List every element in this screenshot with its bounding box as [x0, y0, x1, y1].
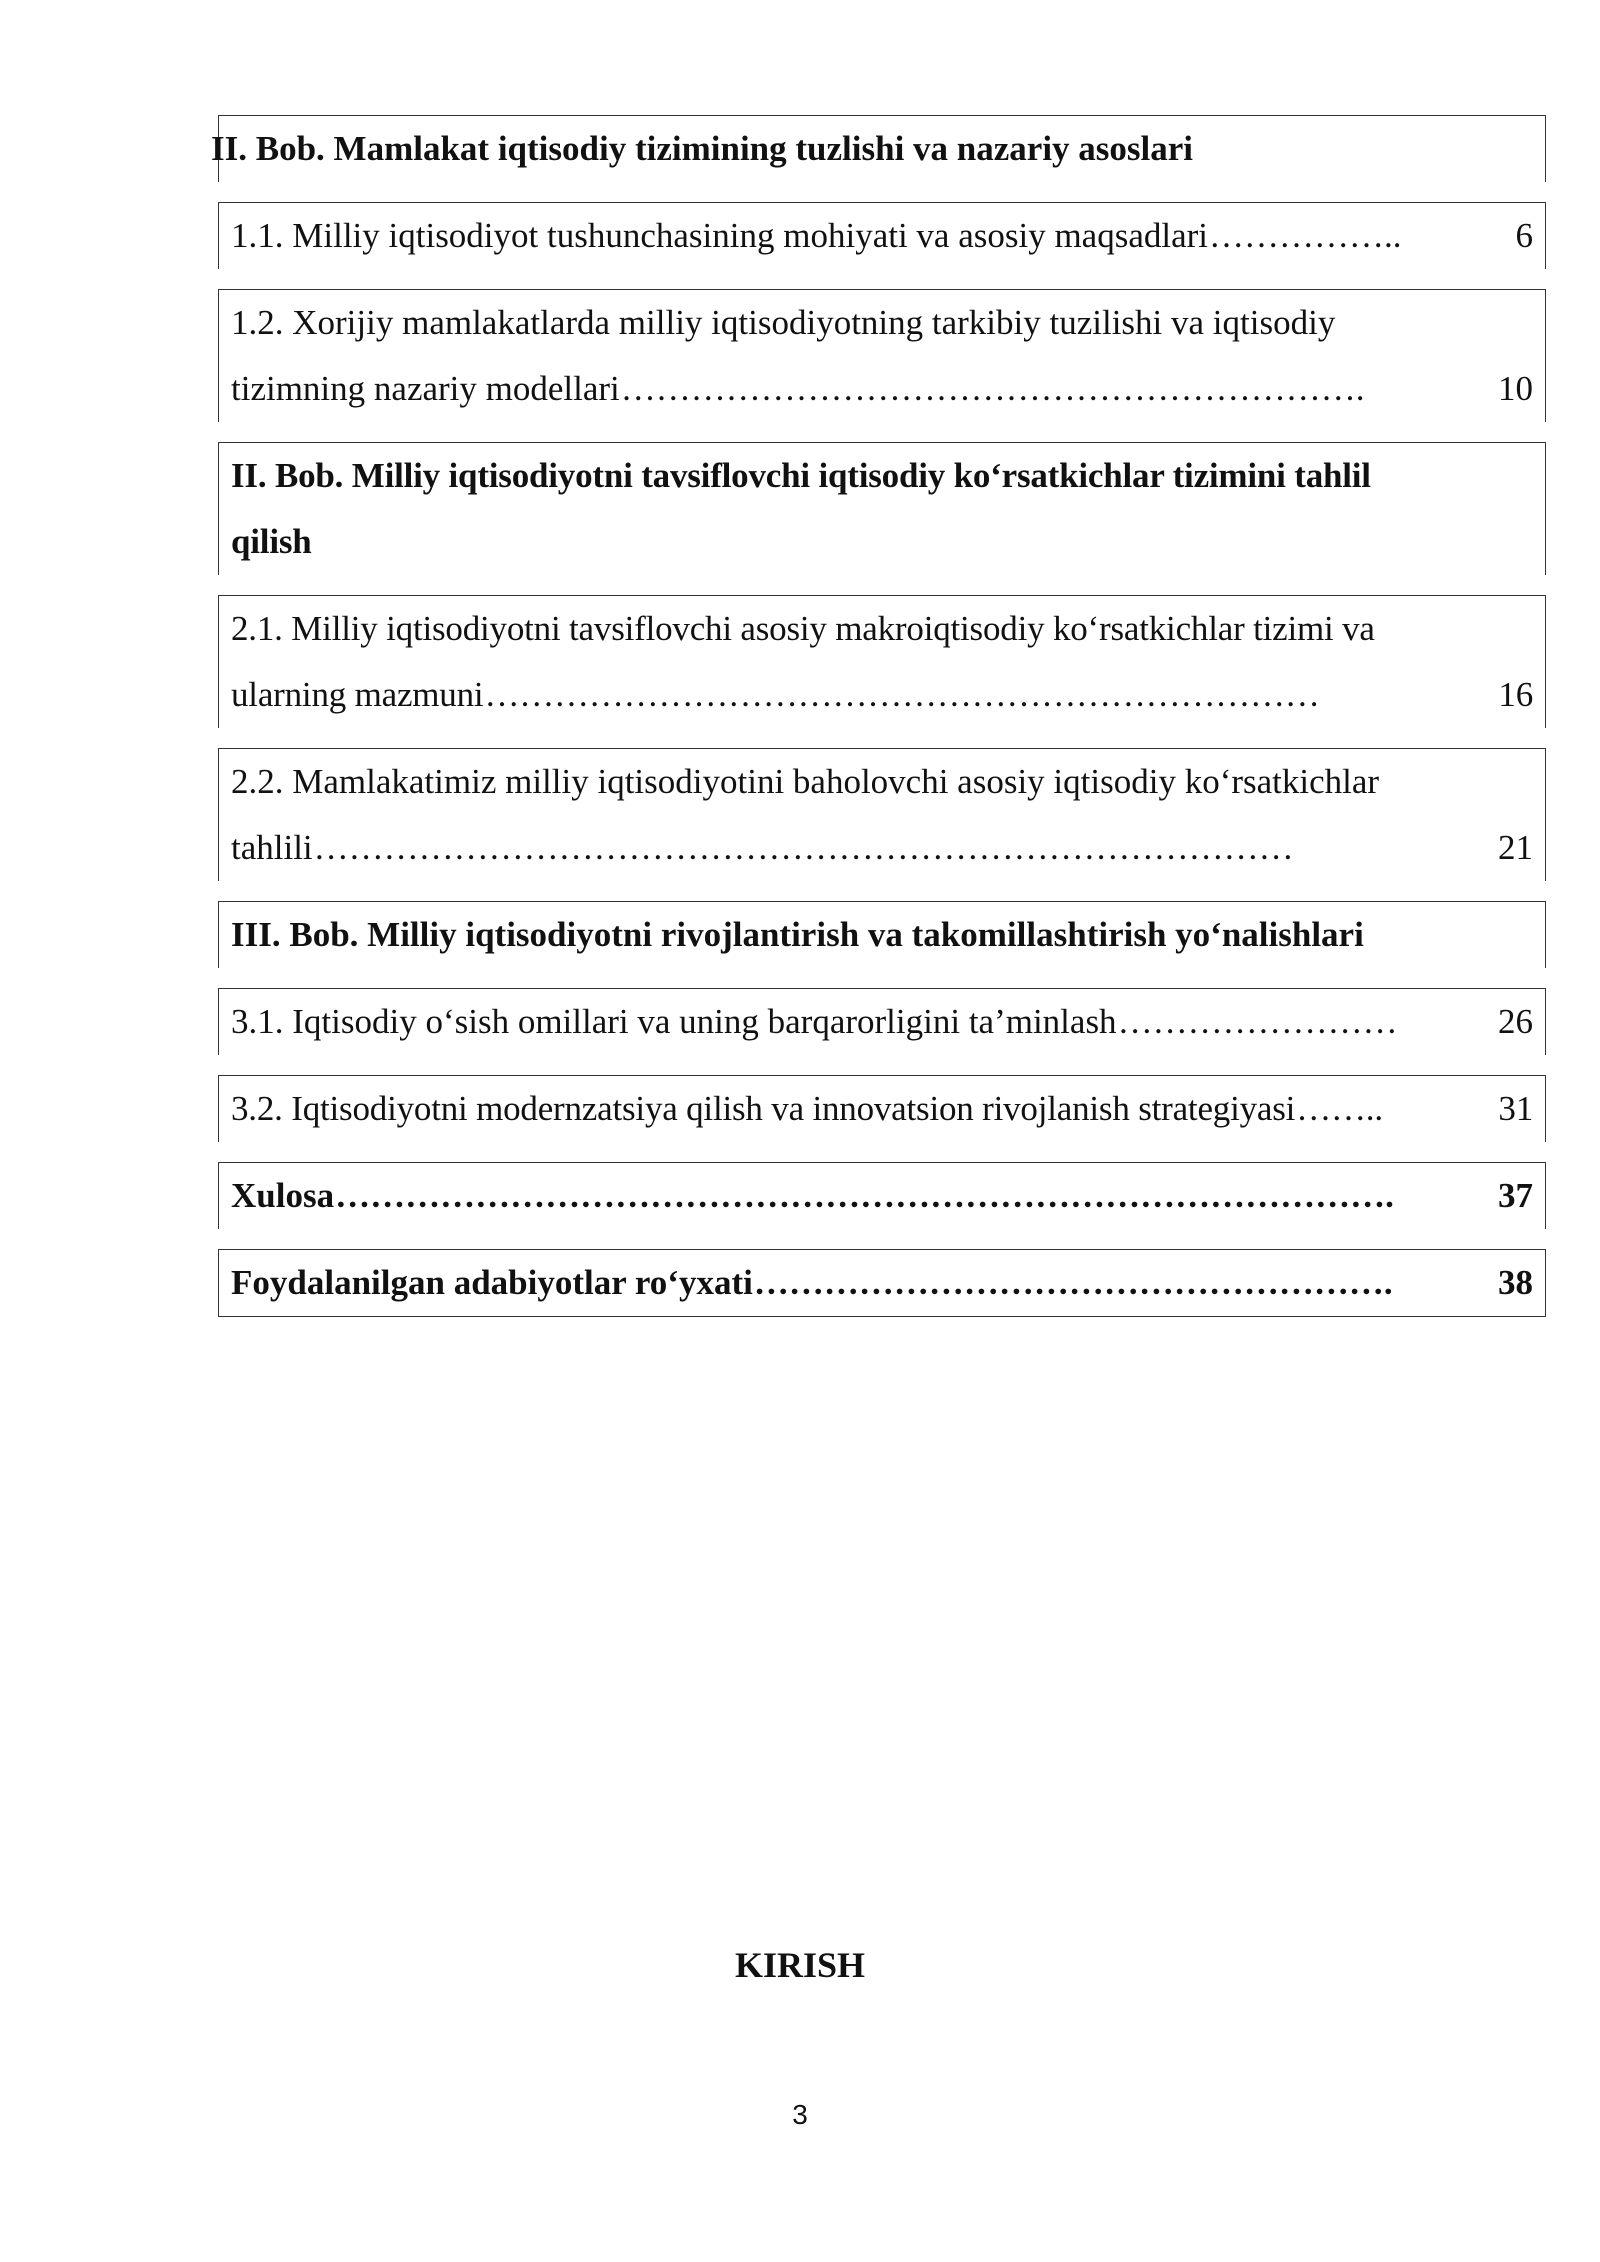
toc-chapter-3-heading	[218, 901, 1546, 968]
toc-section-2-2	[218, 748, 1546, 881]
toc-entry-text: Foydalanilgan adabiyotlar ro‘yxati	[231, 1263, 753, 1302]
toc-entry-text: III. Bob. Milliy iqtisodiyotni rivojlantirish va takomillashtirish yo‘nalishlari	[231, 915, 1364, 954]
toc-page-number: 38	[1498, 1263, 1533, 1302]
page-number: 3	[792, 2099, 808, 2130]
toc-leader-dots: …………………………………………………………………………	[313, 828, 1294, 867]
toc-entry-text: 1.1. Milliy iqtisodiyot tushunchasining mohiyati va asosiy maqsadlari	[231, 216, 1209, 255]
toc-leader-dots: ……………………………………………….	[753, 1263, 1393, 1302]
toc-entry-text: 1.2. Xorijiy mamlakatlarda milliy iqtisodiyotning tarkibiy tuzilishi va iqtisodiy	[231, 303, 1336, 342]
toc-entry-text: tizimning nazariy modellari	[231, 369, 620, 408]
toc-entry-text: ularning mazmuni	[231, 675, 484, 714]
toc-section-1-1	[218, 202, 1546, 269]
toc-leader-dots: ……..	[1296, 1089, 1383, 1128]
toc-page-number: 6	[1515, 216, 1533, 255]
toc-entry-text: Xulosa	[231, 1176, 335, 1215]
toc-leader-dots: ……………………………………………………………………………….	[335, 1176, 1394, 1215]
toc-entry-text: 2.1. Milliy iqtisodiyotni tavsiflovchi asosiy makroiqtisodiy ko‘rsatkichlar tizimi va	[231, 609, 1375, 648]
toc-section-1-2	[218, 289, 1546, 422]
toc-page-number: 37	[1498, 1176, 1533, 1215]
toc-entry-text: II. Bob. Milliy iqtisodiyotni tavsiflovchi iqtisodiy ko‘rsatkichlar tizimini tahlil	[231, 456, 1371, 495]
toc-page-number: 21	[1498, 828, 1533, 867]
toc-conclusion	[218, 1162, 1546, 1229]
toc-references	[218, 1249, 1546, 1317]
toc-section-3-1	[218, 988, 1546, 1055]
toc-entry-text: II. Bob. Mamlakat iqtisodiy tizimining tuzlishi va nazariy asoslari	[211, 129, 1194, 168]
toc-entry-text: 3.1. Iqtisodiy o‘sish omillari va uning barqarorligini ta’minlash	[231, 1002, 1117, 1041]
toc-page-number: 31	[1498, 1089, 1533, 1128]
toc-leader-dots: ……………………………………………………….	[620, 369, 1365, 408]
table-of-contents	[211, 115, 1546, 1337]
toc-entry-text: 2.2. Mamlakatimiz milliy iqtisodiyotini baholovchi asosiy iqtisodiy ko‘rsatkichlar	[231, 762, 1380, 801]
toc-entry-text: 3.2. Iqtisodiyotni modernzatsiya qilish va innovatsion rivojlanish strategiyasi	[231, 1089, 1296, 1128]
toc-entry-text: tahlili	[231, 828, 313, 867]
toc-chapter-1-heading	[211, 115, 1546, 182]
toc-entry-text: qilish	[231, 522, 312, 561]
section-heading-kirish: KIRISH	[734, 1945, 866, 1985]
toc-page-number: 16	[1498, 675, 1533, 714]
toc-chapter-2-heading	[218, 442, 1546, 575]
toc-section-3-2	[218, 1075, 1546, 1142]
toc-section-2-1	[218, 595, 1546, 728]
toc-page-number: 26	[1498, 1002, 1533, 1041]
toc-page-number: 10	[1498, 369, 1533, 408]
toc-leader-dots: ………………………………………………………………	[484, 675, 1320, 714]
toc-leader-dots: ……………………	[1117, 1002, 1398, 1041]
toc-leader-dots: ……………..	[1209, 216, 1402, 255]
